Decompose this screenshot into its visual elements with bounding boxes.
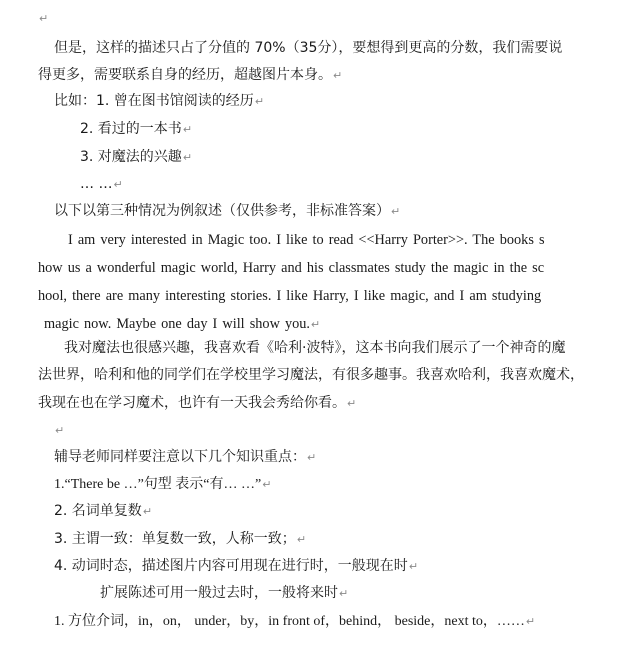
paragraph-mark-icon: ↵ <box>142 505 153 518</box>
blank-line <box>54 420 64 440</box>
paragraph-mark-icon: ↵ <box>182 123 193 136</box>
paragraph-mark-icon: ↵ <box>262 478 272 491</box>
paragraph-mark-icon: ↵ <box>254 95 265 108</box>
section-intro: 以下以第三种情况为例叙述（仅供参考，非标准答案）↵ <box>54 203 401 219</box>
example-item-1: 比如：1. 曾在图书馆阅读的经历↵ <box>54 93 265 109</box>
paragraph-mark-icon: ↵ <box>347 397 357 410</box>
key-point-3: 3. 主谓一致：单复数一致，人称一致；↵ <box>54 531 307 547</box>
paragraph-mark-icon: ↵ <box>408 560 419 573</box>
english-line-1: I am very interested in Magic too. I like to read <<Harry Porter>>. The books s <box>68 232 545 248</box>
paragraph-mark-icon: ↵ <box>307 451 317 464</box>
paragraph-mark-icon: ↵ <box>182 151 193 164</box>
empty-line <box>38 8 48 28</box>
intro-line-2: 得更多，需要联系自身的经历，超越图片本身。↵ <box>38 67 343 83</box>
example-ellipsis: … …↵ <box>80 176 123 192</box>
english-line-3: hool, there are many interesting stories. I like Harry, I like magic, and I am studying <box>38 288 542 304</box>
key-point-4-extended: 扩展陈述可用一般过去时，一般将来时↵ <box>100 585 349 601</box>
paragraph-mark-icon: ↵ <box>296 533 307 546</box>
key-point-2: 2. 名词单复数↵ <box>54 503 153 519</box>
example-item-3: 3. 对魔法的兴趣↵ <box>80 149 193 165</box>
key-point-4: 4. 动词时态，描述图片内容可用现在进行时，一般现在时↵ <box>54 558 419 574</box>
example-item-2: 2. 看过的一本书↵ <box>80 121 193 137</box>
paragraph-mark-icon: ↵ <box>39 12 49 25</box>
chinese-line-2: 法世界，哈利和他的同学们在学校里学习魔法，有很多趣事。我喜欢哈利，我喜欢魔术， <box>38 367 584 383</box>
key-point-1: 1.“There be …”句型 表示“有… …”↵ <box>54 477 272 492</box>
paragraph-mark-icon: ↵ <box>113 178 123 191</box>
paragraph-mark-icon: ↵ <box>391 205 401 218</box>
english-line-4: magic now. Maybe one day I will show you.↵ <box>44 316 321 332</box>
paragraph-mark-icon: ↵ <box>339 587 349 600</box>
paragraph-mark-icon: ↵ <box>333 69 343 82</box>
key-point-prepositions: 1. 方位介词，in，on， under，by，in front of，behind， beside，next to，……↵ <box>54 614 536 629</box>
chinese-line-3: 我现在也在学习魔术，也许有一天我会秀给你看。↵ <box>38 395 357 411</box>
paragraph-mark-icon: ↵ <box>311 319 321 331</box>
chinese-line-1: 我对魔法也很感兴趣，我喜欢看《哈利·波特》，这本书向我们展示了一个神奇的魔 <box>64 340 566 356</box>
english-line-2: how us a wonderful magic world, Harry and his classmates study the magic in the sc <box>38 260 545 276</box>
key-points-heading: 辅导老师同样要注意以下几个知识重点：↵ <box>54 449 317 465</box>
paragraph-mark-icon: ↵ <box>525 615 536 628</box>
intro-line-1: 但是，这样的描述只占了分值的 70%（35分），要想得到更高的分数，我们需要说 <box>54 40 563 56</box>
paragraph-mark-icon: ↵ <box>55 424 65 437</box>
